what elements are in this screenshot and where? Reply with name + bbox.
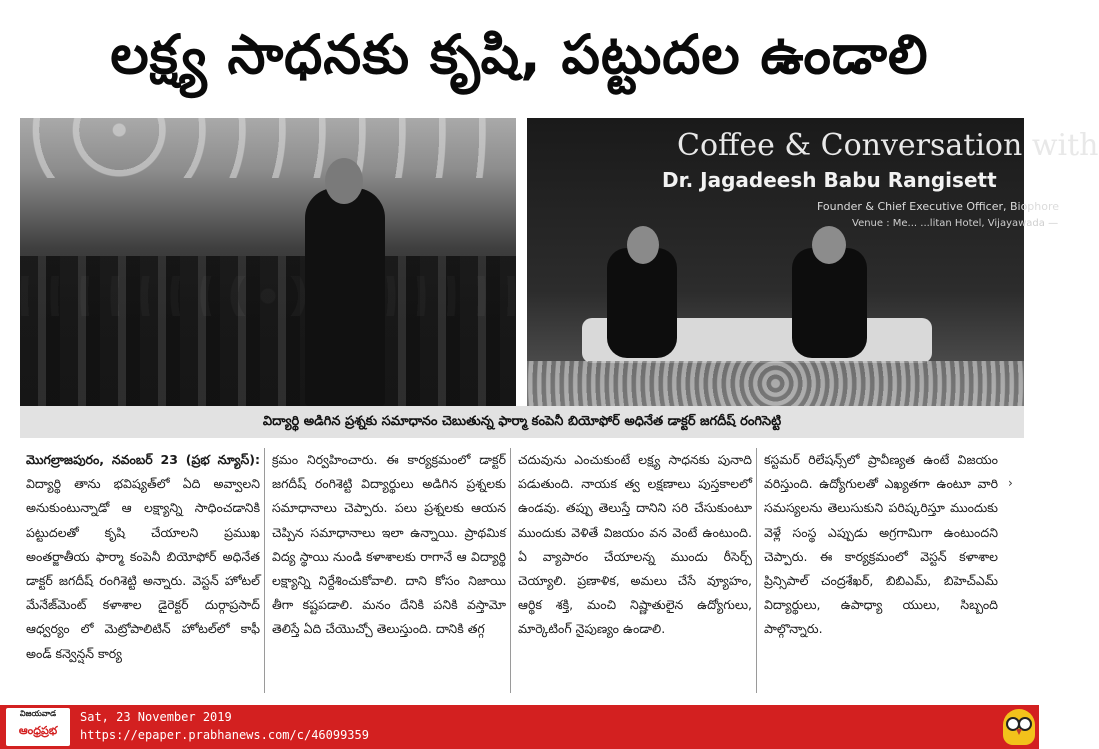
photo-stage-speakers bbox=[527, 118, 1099, 406]
article-text-2: క్రమం నిర్వహించారు. ఈ కార్యక్రమంలో డాక్టర్ జగదీష్ రంగిశెట్టి విద్యార్థులు అడిగిన ప్రశ్నలకు సమాధానాలు చెప్పారు. పలు ప్రశ్నలకు ఆయన చెప్పిన సమాధానాలు ఇలా ఉన్నాయి. ప్రాథమిక విద్య స్థాయి నుండి కళాశాలకు రాగానే ఆ విద్యార్థి లక్ష్యాన్ని నిర్దేశించుకోవాలి. దాని కోసం నిజాయి తీగా కష్టపడాలి. మనం దేనికి పనికి వస్తామో తెలిస్తే ఏది చేయొచ్చో తెలుస్తుంది. దానికి తగ్గ bbox=[272, 452, 506, 637]
article-text-3: చదువును ఎంచుకుంటే లక్ష్య సాధనకు పునాది పడుతుంది. నాయక త్వ లక్షణాలు పుస్తకాలలో ఉండవు. తప్పు తెలుస్తే దానిని సరి చేసుకుంటూ ముందుకు వెళితే విజయం వన వెంటే ఉంటుంది. ఏ వ్యాపారం చేయాలన్న ముందు రీసెర్చ్ చెయ్యాలి. ప్రణాళిక, అమలు చేసే వ్యూహం, ఆర్థిక శక్తి, మంచి నిష్ణాతులైన ఉద్యోగులు, మార్కెటింగ్ నైపుణ్యం ఉండాలి. bbox=[518, 452, 752, 637]
stage-flowers bbox=[527, 361, 1024, 406]
headline: లక్ష్య సాధనకు కృషి, పట్టుదల ఉండాలి bbox=[110, 23, 929, 86]
owl-beak bbox=[1016, 729, 1022, 735]
speaker-figure bbox=[607, 248, 677, 358]
ceiling-lights bbox=[20, 118, 516, 178]
host-head bbox=[812, 226, 846, 264]
footer-bar bbox=[0, 705, 1039, 749]
column-divider bbox=[756, 448, 757, 693]
banner-title: Coffee & Conversation with bbox=[677, 128, 1099, 163]
owl-icon[interactable] bbox=[1003, 709, 1035, 745]
student-figure bbox=[305, 188, 385, 406]
cursor-mark: › bbox=[1008, 476, 1013, 490]
article-column-2 bbox=[272, 448, 506, 693]
logo-edition: విజయవాడ bbox=[19, 709, 57, 718]
banner-role: Founder & Chief Executive Officer, Biophore bbox=[817, 200, 1060, 213]
host-figure bbox=[792, 248, 867, 358]
photo-student-question bbox=[20, 118, 516, 406]
column-divider bbox=[510, 448, 511, 693]
speaker-head bbox=[627, 226, 659, 264]
audience-crowd bbox=[20, 256, 516, 406]
logo-title: ఆంధ్రప్రభ bbox=[18, 724, 58, 737]
column-divider bbox=[264, 448, 265, 693]
article-column-4 bbox=[764, 448, 998, 693]
article-dateline: మొగల్రాజపురం, నవంబర్ 23 (ప్రభ న్యూస్): bbox=[26, 452, 260, 467]
article-column-1 bbox=[26, 448, 260, 693]
student-head bbox=[325, 158, 363, 204]
banner-name: Dr. Jagadeesh Babu Rangisett bbox=[662, 168, 997, 192]
photo-caption: విద్యార్థి అడిగిన ప్రశ్నకు సమాధానం చెబుతున్న ఫార్మా కంపెనీ బియోఫోర్ అధినేత డాక్టర్ జగదీష్ రంగిసెట్టి bbox=[20, 406, 1024, 438]
article-text-4: కస్టమర్ రిలేషన్స్‌లో ప్రావీణ్యత ఉంటే విజయం వరిస్తుంది. ఉద్యోగులతో ఎఖ్యతగా ఉంటూ వారి సమస్యలను తెలుసుకుని పరిష్కరిస్తూ ముందుకు వెళ్లే సంస్థ ఎప్పుడు అగ్రగామిగా ఉంటుందని చెప్పారు. ఈ కార్యక్రమంలో వెస్టన్ కళాశాల ప్రిన్సిపాల్ చంద్రశేఖర్, బిబిఎమ్, బిహెచ్ఎమ్ విద్యార్థులు, ఉపాధ్యా యులు, సిబ్బంది పాల్గొన్నారు. bbox=[764, 452, 998, 637]
publication-date: Sat, 23 November 2019 bbox=[80, 710, 232, 724]
banner-venue: Venue : Me... ...litan Hotel, Vijayawada — bbox=[852, 218, 1059, 229]
newspaper-logo[interactable] bbox=[6, 708, 70, 746]
epaper-url[interactable]: https://epaper.prabhanews.com/c/46099359 bbox=[80, 728, 369, 742]
article-column-3 bbox=[518, 448, 752, 693]
article-text-1: విద్యార్థి తాను భవిష్యత్‌లో ఏది అవ్వాలని అనుకుంటున్నాడో ఆ లక్ష్యాన్ని సాధించడానికి పట్టుదలతో కృషి చేయాలని ప్రముఖ అంతర్జాతీయ ఫార్మా కంపెనీ బియోఫోర్ అధినేత డాక్టర్ జగదీష్ రంగిశెట్టి అన్నారు. వెస్టన్ హోటల్ మేనేజ్‌మెంట్ కళాశాల డైరెక్టర్ దుర్గాప్రసాద్ ఆధ్వర్యం లో మెట్రోపాలిటిన్ హోటల్‌లో కాఫీ అండ్ కన్వెన్షన్ కార్య bbox=[26, 476, 260, 661]
